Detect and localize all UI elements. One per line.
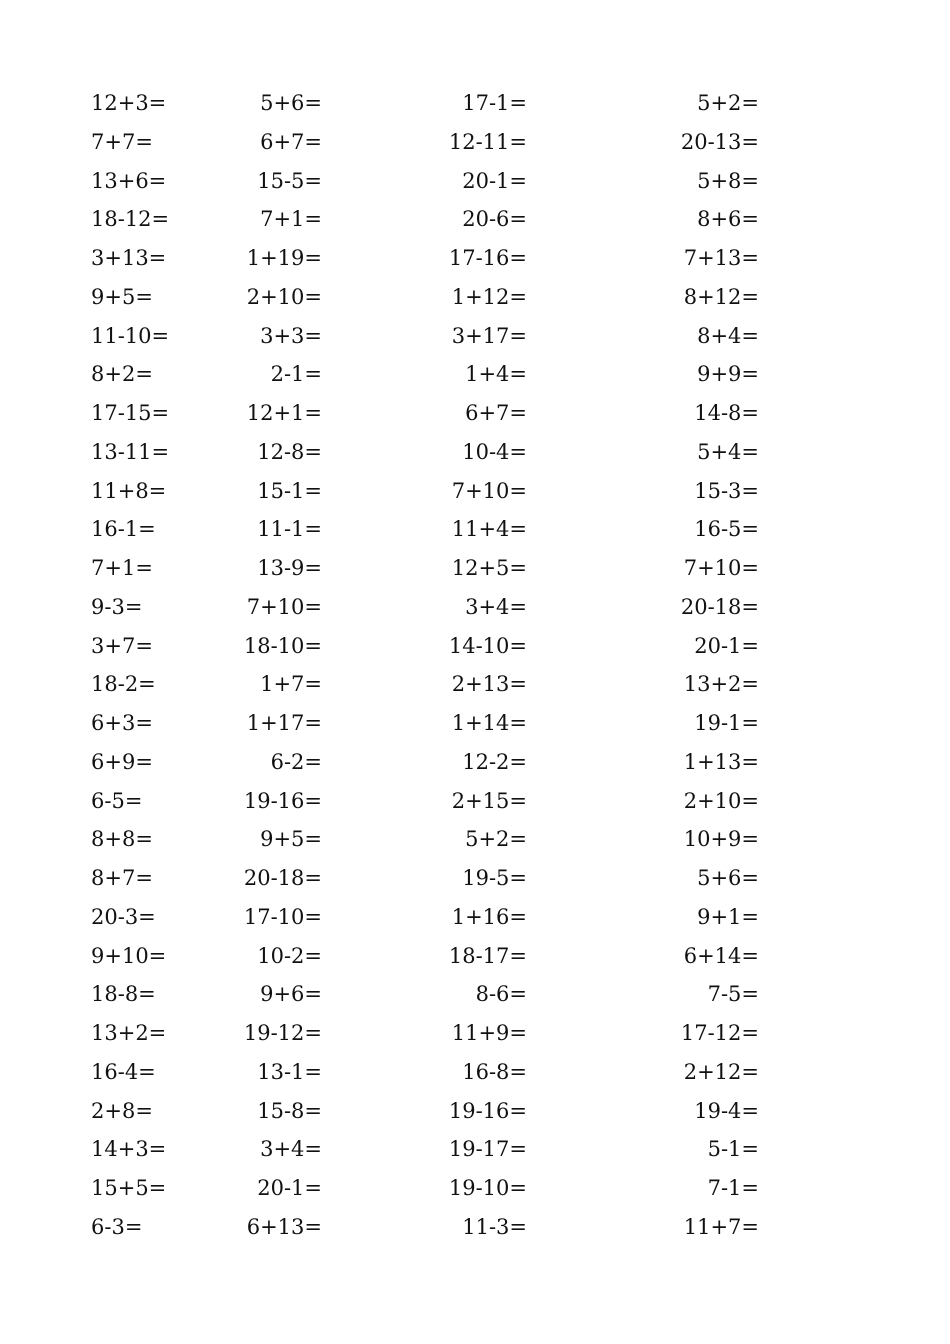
problem-cell: 20-1= xyxy=(257,1176,322,1200)
problem-row xyxy=(0,359,950,389)
problem-cell: 18-8= xyxy=(91,982,156,1007)
problem-row xyxy=(0,398,950,428)
problem-cell: 17-16= xyxy=(448,246,527,270)
problem-cell: 8+7= xyxy=(91,866,153,890)
problem-cell: 8+8= xyxy=(91,827,153,852)
problem-cell: 16-4= xyxy=(91,1059,156,1084)
problem-cell: 7+10= xyxy=(246,594,322,619)
problem-cell: 5+2= xyxy=(465,827,527,852)
problem-cell: 19-16= xyxy=(243,788,322,813)
problem-row xyxy=(0,553,950,583)
problem-cell: 7+10= xyxy=(451,478,527,503)
problem-cell: 6-5= xyxy=(91,788,143,813)
problem-row xyxy=(0,1134,950,1164)
problem-cell: 3+4= xyxy=(465,594,527,619)
problem-cell: 11+9= xyxy=(451,1021,527,1045)
problem-cell: 17-10= xyxy=(243,904,322,929)
problem-row xyxy=(0,204,950,234)
problem-row xyxy=(0,902,950,932)
problem-row xyxy=(0,166,950,196)
problem-cell: 12-2= xyxy=(462,749,527,774)
problem-row xyxy=(0,1018,950,1048)
problem-cell: 15-8= xyxy=(257,1098,322,1123)
problem-cell: 1+12= xyxy=(451,284,527,309)
problem-cell: 18-12= xyxy=(91,207,170,232)
problem-cell: 1+14= xyxy=(451,711,527,735)
problem-cell: 8+12= xyxy=(683,284,759,309)
problem-cell: 15+5= xyxy=(91,1176,167,1200)
problem-row xyxy=(0,476,950,506)
problem-cell: 7-1= xyxy=(707,1176,759,1200)
problem-cell: 8+2= xyxy=(91,362,153,387)
problem-cell: 5+6= xyxy=(260,91,322,115)
problem-cell: 13-9= xyxy=(257,556,322,580)
problem-cell: 6+7= xyxy=(465,401,527,425)
problem-cell: 9+5= xyxy=(91,284,153,309)
problem-row xyxy=(0,1173,950,1203)
problem-row xyxy=(0,1096,950,1126)
problem-row xyxy=(0,88,950,118)
problem-cell: 19-17= xyxy=(448,1137,527,1162)
problem-cell: 17-1= xyxy=(462,91,527,115)
problem-cell: 1+19= xyxy=(246,246,322,270)
problem-cell: 6+13= xyxy=(246,1214,322,1239)
problem-cell: 11+7= xyxy=(683,1214,759,1239)
problem-row xyxy=(0,863,950,893)
problem-cell: 13+2= xyxy=(91,1021,167,1045)
problem-cell: 6-2= xyxy=(270,749,322,774)
problem-cell: 7-5= xyxy=(707,982,759,1007)
problem-cell: 11+4= xyxy=(451,517,527,542)
problem-cell: 10-2= xyxy=(257,943,322,968)
problem-row xyxy=(0,747,950,777)
problem-cell: 9-3= xyxy=(91,594,143,619)
problem-cell: 14-10= xyxy=(448,633,527,658)
problem-cell: 3+7= xyxy=(91,633,153,658)
problem-cell: 20-18= xyxy=(243,866,322,890)
problem-cell: 2+15= xyxy=(451,788,527,813)
problem-cell: 14-8= xyxy=(694,401,759,425)
problem-cell: 9+9= xyxy=(697,362,759,387)
problem-cell: 2+12= xyxy=(683,1059,759,1084)
problem-cell: 19-16= xyxy=(448,1098,527,1123)
problem-row xyxy=(0,514,950,544)
problem-row xyxy=(0,1212,950,1242)
problem-cell: 19-10= xyxy=(448,1176,527,1200)
problem-cell: 9+1= xyxy=(697,904,759,929)
problem-cell: 20-3= xyxy=(91,904,156,929)
problem-cell: 10+9= xyxy=(683,827,759,852)
problem-row xyxy=(0,786,950,816)
problem-cell: 7+7= xyxy=(91,129,153,154)
problem-cell: 16-1= xyxy=(91,517,156,542)
problem-row xyxy=(0,282,950,312)
problem-cell: 12-8= xyxy=(257,439,322,464)
problem-row xyxy=(0,941,950,971)
problem-cell: 5+8= xyxy=(697,168,759,193)
problem-cell: 15-5= xyxy=(257,168,322,193)
problem-cell: 1+7= xyxy=(260,672,322,697)
problem-cell: 10-4= xyxy=(462,439,527,464)
problem-cell: 6-3= xyxy=(91,1214,143,1239)
problem-cell: 8+6= xyxy=(697,207,759,232)
problem-cell: 17-12= xyxy=(680,1021,759,1045)
problem-cell: 2+10= xyxy=(246,284,322,309)
problem-cell: 11+8= xyxy=(91,478,167,503)
problem-cell: 15-3= xyxy=(694,478,759,503)
problem-cell: 12+1= xyxy=(246,401,322,425)
problem-cell: 2+13= xyxy=(451,672,527,697)
problem-row xyxy=(0,127,950,157)
problem-cell: 6+3= xyxy=(91,711,153,735)
problem-cell: 3+3= xyxy=(260,323,322,348)
problem-cell: 8-6= xyxy=(475,982,527,1007)
problem-cell: 13-1= xyxy=(257,1059,322,1084)
problem-cell: 17-15= xyxy=(91,401,170,425)
problem-cell: 19-12= xyxy=(243,1021,322,1045)
problem-cell: 18-2= xyxy=(91,672,156,697)
problem-cell: 5+6= xyxy=(697,866,759,890)
problem-row xyxy=(0,824,950,854)
problem-cell: 1+4= xyxy=(465,362,527,387)
problem-cell: 11-1= xyxy=(257,517,322,542)
problem-cell: 15-1= xyxy=(257,478,322,503)
problem-cell: 1+16= xyxy=(451,904,527,929)
problem-row xyxy=(0,243,950,273)
problem-cell: 3+17= xyxy=(451,323,527,348)
problem-cell: 5+4= xyxy=(697,439,759,464)
problem-cell: 13+2= xyxy=(683,672,759,697)
problem-cell: 8+4= xyxy=(697,323,759,348)
problem-row xyxy=(0,592,950,622)
problem-cell: 2+10= xyxy=(683,788,759,813)
problem-cell: 18-17= xyxy=(448,943,527,968)
problem-cell: 1+13= xyxy=(683,749,759,774)
problem-cell: 7+13= xyxy=(683,246,759,270)
problem-cell: 16-8= xyxy=(462,1059,527,1084)
problem-cell: 12-11= xyxy=(448,129,527,154)
problem-cell: 3+13= xyxy=(91,246,167,270)
problem-cell: 2+8= xyxy=(91,1098,153,1123)
problem-cell: 19-1= xyxy=(694,711,759,735)
problem-cell: 20-1= xyxy=(694,633,759,658)
problem-cell: 9+6= xyxy=(260,982,322,1007)
problem-cell: 9+5= xyxy=(260,827,322,852)
problem-cell: 20-18= xyxy=(680,594,759,619)
problem-cell: 12+3= xyxy=(91,91,167,115)
problem-cell: 11-3= xyxy=(462,1214,527,1239)
problem-cell: 16-5= xyxy=(694,517,759,542)
problem-cell: 6+9= xyxy=(91,749,153,774)
problem-cell: 5-1= xyxy=(707,1137,759,1162)
problem-cell: 20-1= xyxy=(462,168,527,193)
problem-cell: 19-5= xyxy=(462,866,527,890)
problem-cell: 7+10= xyxy=(683,556,759,580)
problem-cell: 18-10= xyxy=(243,633,322,658)
problem-cell: 12+5= xyxy=(451,556,527,580)
problem-cell: 9+10= xyxy=(91,943,167,968)
problem-row xyxy=(0,669,950,699)
problem-cell: 3+4= xyxy=(260,1137,322,1162)
problem-cell: 2-1= xyxy=(270,362,322,387)
problem-cell: 7+1= xyxy=(260,207,322,232)
problem-cell: 6+14= xyxy=(683,943,759,968)
problem-cell: 7+1= xyxy=(91,556,153,580)
problem-cell: 13-11= xyxy=(91,439,170,464)
problem-row xyxy=(0,708,950,738)
problem-cell: 20-6= xyxy=(462,207,527,232)
problem-row xyxy=(0,437,950,467)
problem-cell: 1+17= xyxy=(246,711,322,735)
problem-row xyxy=(0,979,950,1009)
problem-cell: 6+7= xyxy=(260,129,322,154)
problem-row xyxy=(0,631,950,661)
problem-row xyxy=(0,1057,950,1087)
problem-row xyxy=(0,321,950,351)
problem-cell: 13+6= xyxy=(91,168,167,193)
problem-cell: 20-13= xyxy=(680,129,759,154)
problem-cell: 14+3= xyxy=(91,1137,167,1162)
problem-cell: 19-4= xyxy=(694,1098,759,1123)
problem-cell: 5+2= xyxy=(697,91,759,115)
problem-cell: 11-10= xyxy=(91,323,170,348)
